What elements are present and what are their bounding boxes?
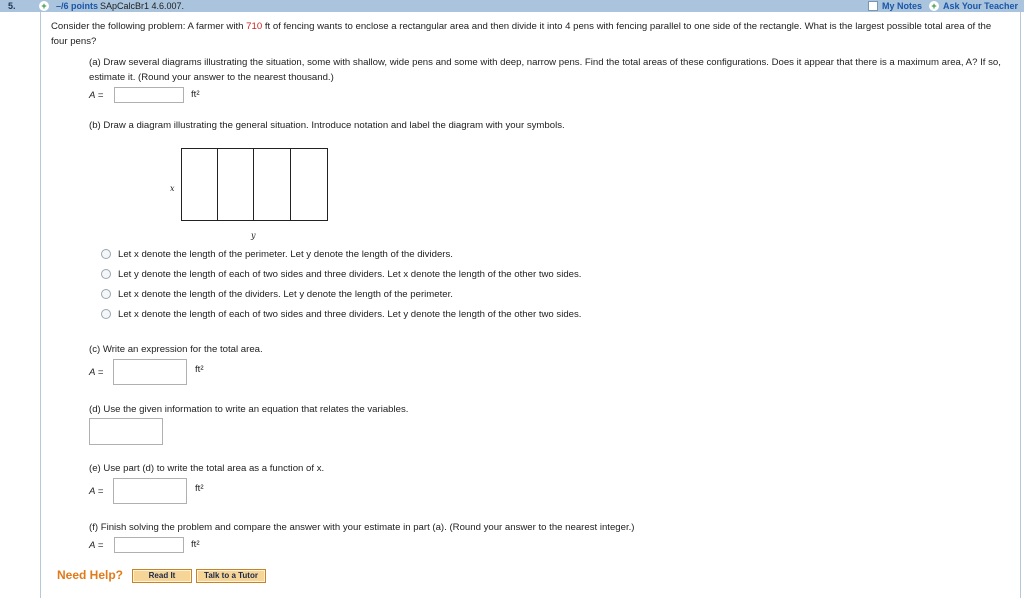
- part-f-text: (f) Finish solving the problem and compare the answer with your estimate in part (a). (Round your answer to the nearest integer.): [89, 522, 635, 533]
- part-c-text: (c) Write an expression for the total area.: [89, 344, 263, 355]
- part-e-unit: ft²: [195, 483, 204, 494]
- part-e-answer-row: [89, 478, 229, 504]
- points-label[interactable]: –/6 points: [56, 1, 99, 11]
- notes-checkbox-icon[interactable]: [868, 1, 878, 11]
- radio-button-icon[interactable]: [101, 289, 111, 299]
- problem-statement: Consider the following problem: A farmer with 710 ft of fencing wants to enclose a rectangular area and then divide it into 4 pens with fencing parallel to one side of the rectangle. What is the largest possible total area of the four pens?: [51, 21, 992, 47]
- pen-4: [290, 148, 328, 221]
- part-f-answer-row: [89, 537, 229, 555]
- pen-1: [181, 148, 218, 221]
- part-a-answer-input[interactable]: [114, 87, 184, 103]
- need-help-label: Need Help?: [57, 568, 124, 582]
- part-f-unit: ft²: [191, 539, 200, 550]
- part-e-label: A =: [89, 486, 104, 497]
- choice-text-1: Let x denote the length of the perimeter. Let y denote the length of the dividers.: [118, 249, 453, 260]
- part-e-answer-input[interactable]: [113, 478, 187, 504]
- part-a-unit: ft²: [191, 89, 200, 100]
- choice-text-3: Let x denote the length of the dividers. Let y denote the length of the perimeter.: [118, 289, 453, 300]
- talk-to-tutor-button[interactable]: Talk to a Tutor: [196, 569, 266, 583]
- part-d-text: (d) Use the given information to write an equation that relates the variables.: [89, 404, 409, 415]
- part-c-answer-row: [89, 359, 229, 385]
- part-f-answer-input[interactable]: [114, 537, 184, 553]
- part-a-label: A =: [89, 90, 104, 101]
- part-c-unit: ft²: [195, 364, 204, 375]
- question-number: 5.: [8, 1, 16, 11]
- right-divider: [1020, 12, 1021, 598]
- pens-diagram: [181, 148, 328, 221]
- left-divider: [40, 12, 41, 598]
- part-f-label: A =: [89, 540, 104, 551]
- choice-text-4: Let x denote the length of each of two sides and three dividers. Let y denote the length of the other two sides.: [118, 309, 582, 320]
- expand-plus-icon[interactable]: +: [39, 1, 49, 11]
- part-e-text: (e) Use part (d) to write the total area as a function of x.: [89, 463, 325, 474]
- ask-plus-icon[interactable]: +: [929, 1, 939, 11]
- question-header-bar: [0, 0, 1024, 12]
- ask-teacher-link[interactable]: Ask Your Teacher: [943, 1, 1019, 11]
- pen-2: [217, 148, 254, 221]
- diagram-y-label: y: [251, 231, 256, 240]
- my-notes-link[interactable]: My Notes: [882, 1, 923, 11]
- part-c-answer-input[interactable]: [113, 359, 187, 385]
- part-c-label: A =: [89, 367, 104, 378]
- part-b-text: (b) Draw a diagram illustrating the general situation. Introduce notation and label the diagram with your symbols.: [89, 120, 565, 131]
- fence-length-value: 710: [246, 21, 263, 32]
- radio-button-icon[interactable]: [101, 269, 111, 279]
- question-id: SApCalcBr1 4.6.007.: [100, 1, 185, 11]
- diagram-x-label: x: [170, 184, 175, 193]
- part-a-answer-row: [89, 87, 229, 105]
- choice-text-2: Let y denote the length of each of two sides and three dividers. Let x denote the length of the other two sides.: [118, 269, 582, 280]
- read-it-button[interactable]: Read It: [132, 569, 192, 583]
- radio-button-icon[interactable]: [101, 309, 111, 319]
- part-d-answer-input[interactable]: [89, 418, 163, 445]
- pen-3: [253, 148, 291, 221]
- part-a-text: (a) Draw several diagrams illustrating the situation, some with shallow, wide pens and some with deep, narrow pens. Find the total areas of these configurations. Does it appear that there is a maximum area, A? If so, estimate it. (Round your answer to the nearest thousand.): [89, 57, 1001, 83]
- radio-button-icon[interactable]: [101, 249, 111, 259]
